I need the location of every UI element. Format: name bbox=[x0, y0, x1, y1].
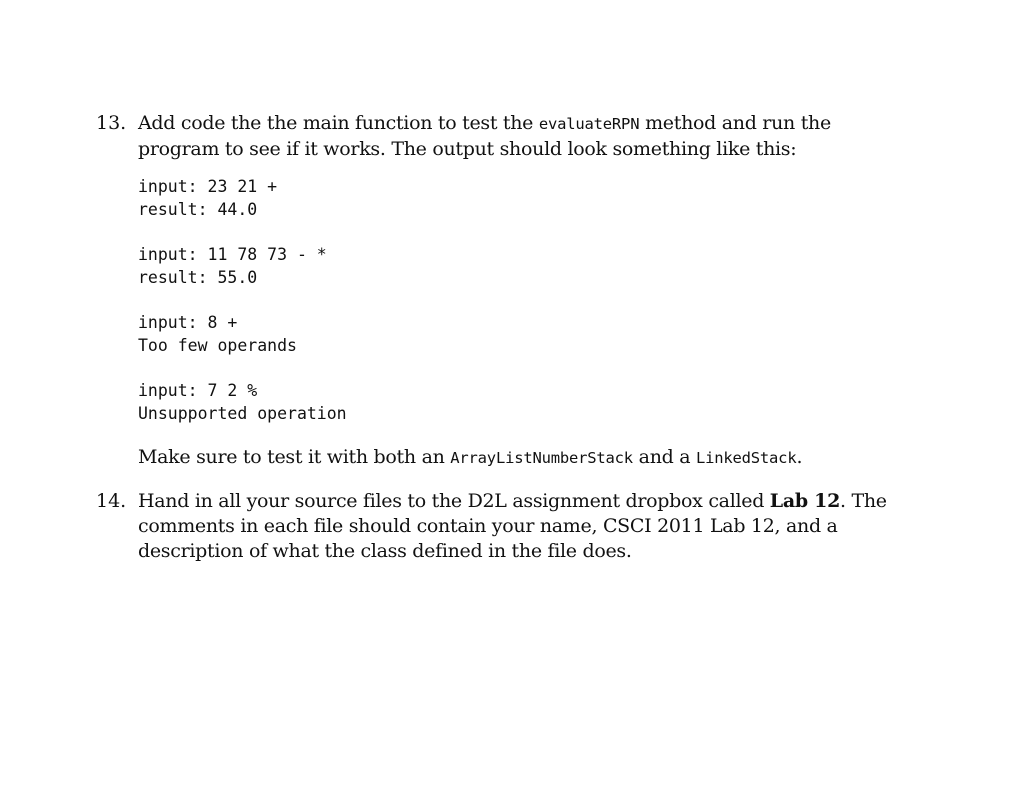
sample-input-line: input: 23 21 + bbox=[138, 177, 278, 196]
item-intro bbox=[138, 111, 908, 162]
intro-text-continued: method and run the program to see if it works. The output should look something like this: bbox=[138, 112, 831, 160]
sample-input-line: input: 7 2 % bbox=[138, 381, 258, 400]
item-number: 14. bbox=[96, 490, 127, 512]
dropbox-name: Lab 12 bbox=[769, 490, 841, 512]
intro-text: Add code the the main function to test the bbox=[138, 112, 539, 134]
item-body bbox=[138, 489, 908, 564]
sample-output-block bbox=[138, 176, 908, 425]
handin-text-continued: . The comments in each file should contain your name, CSCI 2011 Lab 12, and a description of what the class defined in the file does. bbox=[138, 490, 887, 562]
sample-output-line: Too few operands bbox=[138, 335, 297, 355]
item-number: 13. bbox=[96, 112, 127, 134]
sample-input-line: input: 11 78 73 - * bbox=[138, 245, 327, 264]
sample-output-line: Unsupported operation bbox=[138, 403, 347, 423]
sample-output-example bbox=[138, 176, 908, 221]
note-text-end: . bbox=[796, 446, 803, 468]
class-name-code: LinkedStack bbox=[696, 449, 797, 467]
sample-input-line: input: 8 + bbox=[138, 313, 238, 332]
sample-output-example bbox=[138, 244, 908, 289]
sample-output-line: result: 55.0 bbox=[138, 267, 258, 287]
item-text bbox=[138, 489, 908, 564]
item-note bbox=[138, 445, 908, 471]
method-name-code: evaluateRPN bbox=[538, 115, 640, 133]
handin-text: Hand in all your source files to the D2L assignment dropbox called bbox=[138, 490, 770, 512]
class-name-code: ArrayListNumberStack bbox=[450, 449, 633, 467]
note-text-and: and a bbox=[632, 446, 696, 468]
sample-output-example bbox=[138, 380, 908, 425]
sample-output-line: result: 44.0 bbox=[138, 199, 258, 219]
item-body bbox=[138, 111, 908, 471]
note-text: Make sure to test it with both an bbox=[138, 446, 451, 468]
sample-output-example bbox=[138, 312, 908, 357]
